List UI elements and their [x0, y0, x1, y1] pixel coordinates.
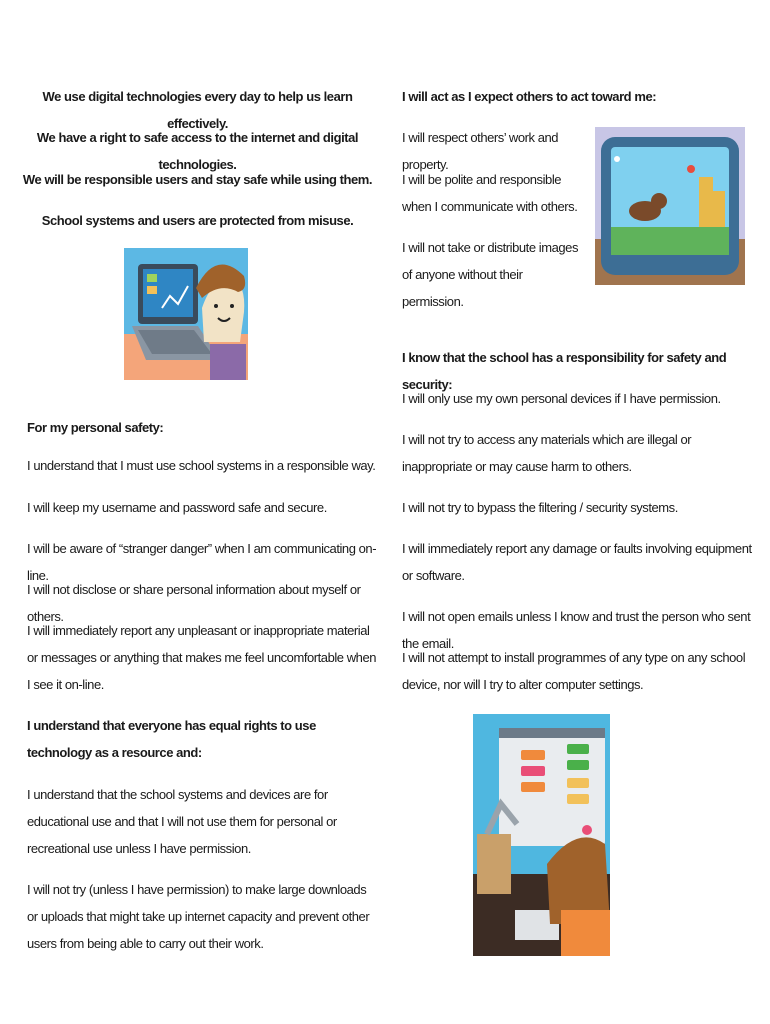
act-item-1: I will respect others’ work and property.: [402, 130, 559, 172]
safety-item-2: I will keep my username and password safe and secure.: [27, 500, 327, 515]
security-item-5: I will not open emails unless I know and trust the person who sent the email.: [402, 609, 751, 651]
act-item-2: I will be polite and responsible when I communicate with others.: [402, 172, 578, 214]
security-item-6: I will not attempt to install programmes of any type on any school device, nor will I try to alter computer settings.: [402, 650, 746, 692]
coding-student-illustration: [473, 714, 610, 956]
safety-item-4: I will not disclose or share personal information about myself or others.: [27, 582, 361, 624]
rights-item-2: I will not try (unless I have permission) to make large downloads or uploads that might take up internet capacity and prevent other users from being able to carry out their work.: [27, 882, 370, 951]
tablet-game-illustration: [595, 127, 745, 285]
safety-item-5: I will immediately report any unpleasant or inappropriate material or messages or anything that makes me feel uncomfortable when I see it on-line.: [27, 623, 377, 692]
security-item-4: I will immediately report any damage or faults involving equipment or software.: [402, 541, 752, 583]
act-heading: I will act as I expect others to act toward me:: [402, 89, 657, 104]
security-item-1: I will only use my own personal devices if I have permission.: [402, 391, 721, 406]
safety-item-3: I will be aware of “stranger danger” when I am communicating on-line.: [27, 541, 377, 583]
security-heading: I know that the school has a responsibility for safety and security:: [402, 350, 727, 392]
intro-line-2: We have a right to safe access to the internet and digital technologies.: [36, 130, 359, 172]
security-item-3: I will not try to bypass the filtering / security systems.: [402, 500, 678, 515]
intro-line-3: We will be responsible users and stay safe while using them.: [22, 172, 373, 187]
safety-heading: For my personal safety:: [27, 420, 164, 435]
intro-line-1: We use digital technologies every day to help us learn effectively.: [42, 89, 353, 131]
rights-heading: I understand that everyone has equal rights to use technology as a resource and:: [27, 718, 316, 760]
rights-item-1: I understand that the school systems and devices are for educational use and that I will not use them for personal or recreational use unless I have permission.: [27, 787, 337, 856]
act-item-3: I will not take or distribute images of anyone without their permission.: [402, 240, 578, 309]
security-item-2: I will not try to access any materials which are illegal or inappropriate or may cause harm to others.: [402, 432, 692, 474]
safety-item-1: I understand that I must use school systems in a responsible way.: [27, 458, 376, 473]
laptop-student-illustration: [124, 248, 248, 380]
intro-line-4: School systems and users are protected from misuse.: [41, 213, 354, 228]
